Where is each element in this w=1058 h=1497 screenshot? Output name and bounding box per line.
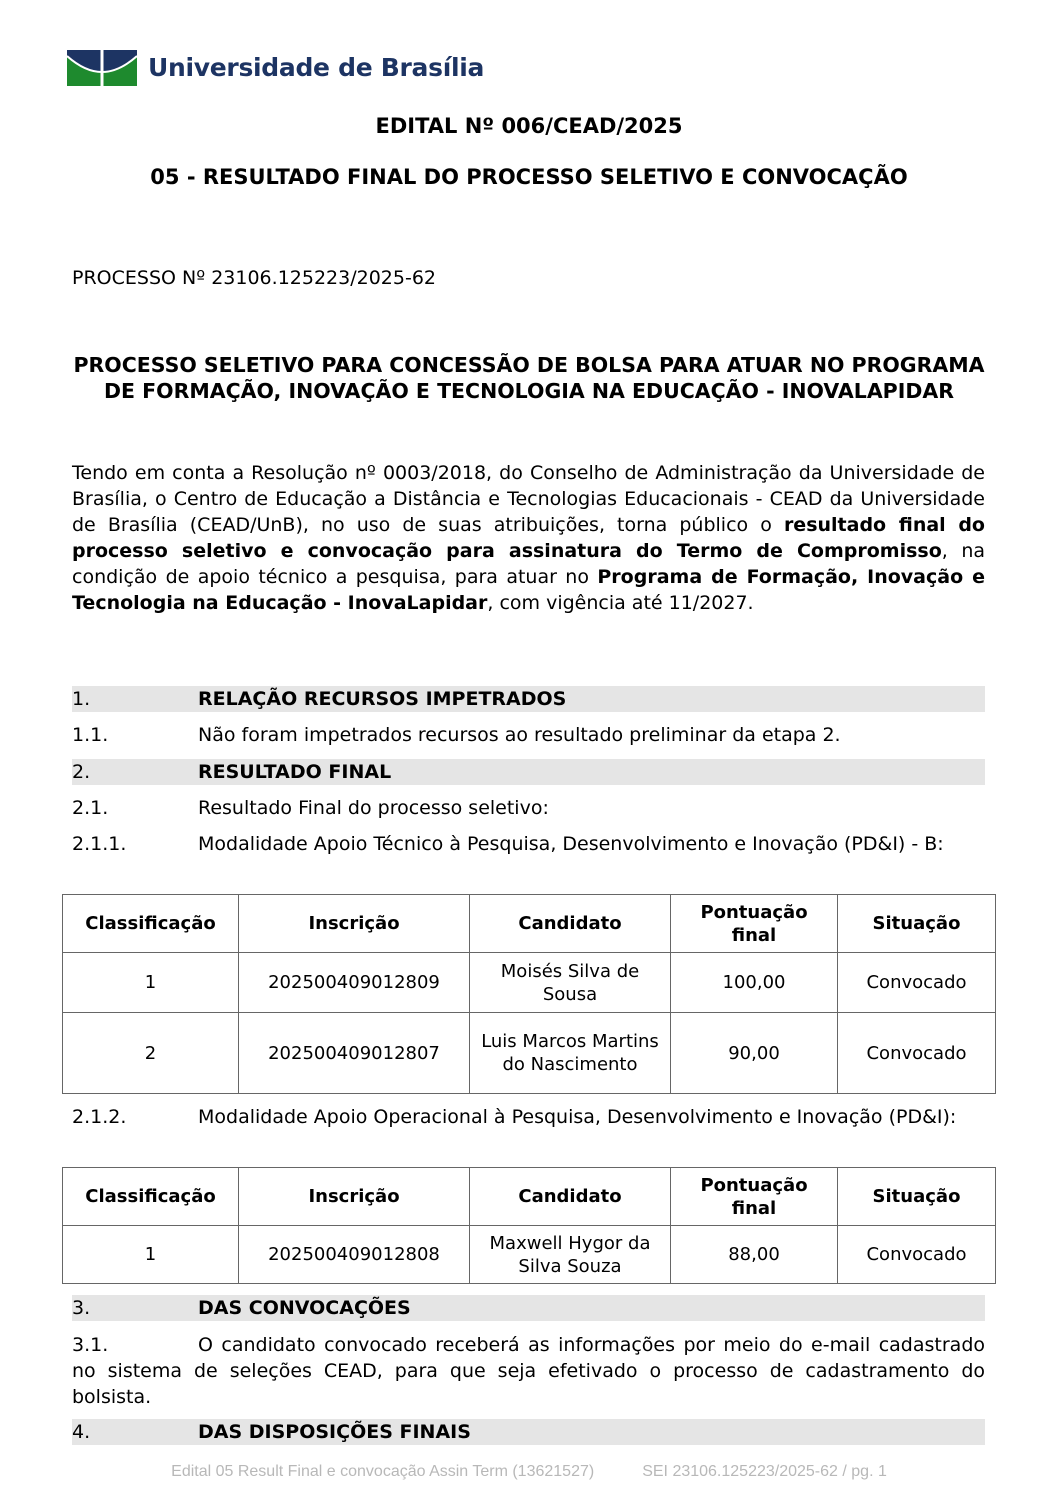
unb-logo-icon: [67, 50, 137, 86]
document-heading: PROCESSO SELETIVO PARA CONCESSÃO DE BOLSA PARA ATUAR NO PROGRAMA DE FORMAÇÃO, INOVAÇÃO E TECNOLOGIA NA EDUCAÇÃO - INOVALAPIDAR: [73, 353, 985, 403]
section-1-heading: [72, 686, 985, 712]
item-number: 2.1.: [72, 797, 109, 819]
section-number: 3.: [72, 1297, 91, 1319]
page-footer: [0, 1463, 1058, 1481]
cell-classificacao: 2: [63, 1013, 239, 1094]
cell-pontuacao: 90,00: [671, 1013, 838, 1094]
cell-inscricao: 202500409012809: [239, 953, 470, 1013]
cell-classificacao: 1: [63, 953, 239, 1013]
section-number: 4.: [72, 1421, 91, 1443]
col-header-inscricao: Inscrição: [239, 1168, 470, 1226]
col-header-candidato: Candidato: [470, 895, 671, 953]
section-2-heading: [72, 759, 985, 785]
col-header-candidato: Candidato: [470, 1168, 671, 1226]
item-number: 2.1.2.: [72, 1106, 127, 1128]
col-header-situacao: Situação: [838, 1168, 996, 1226]
intro-bold-result: resultado final do processo seletivo e convocação para assinatura do Termo de Compromisso: [72, 514, 985, 562]
col-header-classificacao: Classificação: [63, 895, 239, 953]
intro-text: , com vigência até 11/2027.: [487, 592, 754, 614]
item-number: 3.1.: [72, 1334, 109, 1356]
item-2-1-1: [72, 831, 985, 857]
section-3-heading: [72, 1295, 985, 1321]
col-header-classificacao: Classificação: [63, 1168, 239, 1226]
item-text: Não foram impetrados recursos ao resultado preliminar da etapa 2.: [198, 724, 841, 746]
section-title: DAS CONVOCAÇÕES: [198, 1297, 411, 1319]
table-header-row: [63, 1168, 996, 1226]
item-text: Modalidade Apoio Operacional à Pesquisa, Desenvolvimento e Inovação (PD&I):: [198, 1106, 957, 1128]
cell-candidato: Luis Marcos Martins do Nascimento: [470, 1013, 671, 1094]
edital-title: EDITAL Nº 006/CEAD/2025: [375, 114, 683, 138]
result-table-technical: [62, 894, 996, 1094]
item-number: 1.1.: [72, 724, 109, 746]
section-4-heading: [72, 1419, 985, 1445]
item-2-1-2: [72, 1104, 985, 1130]
cell-pontuacao: 100,00: [671, 953, 838, 1013]
processo-number: PROCESSO Nº 23106.125223/2025-62: [72, 267, 437, 289]
col-header-pontuacao: Pontuação final: [671, 895, 838, 953]
result-table-operational: [62, 1167, 996, 1284]
item-text: Modalidade Apoio Técnico à Pesquisa, Desenvolvimento e Inovação (PD&I) - B:: [198, 833, 944, 855]
section-title: DAS DISPOSIÇÕES FINAIS: [198, 1421, 471, 1443]
table-header-row: [63, 895, 996, 953]
item-text: O candidato convocado receberá as informações por meio do e-mail cadastrado no sistema de seleções CEAD, para que seja efetivado o processo de cadastramento do bolsista.: [72, 1334, 985, 1408]
section-title: RELAÇÃO RECURSOS IMPETRADOS: [198, 688, 567, 710]
intro-bold-program: Programa de Formação, Inovação e Tecnologia na Educação - InovaLapidar: [72, 566, 985, 614]
cell-pontuacao: 88,00: [671, 1226, 838, 1284]
cell-candidato: Maxwell Hygor da Silva Souza: [470, 1226, 671, 1284]
intro-text: , na condição de apoio técnico a pesquisa, para atuar no: [72, 540, 986, 588]
item-number: 2.1.1.: [72, 833, 127, 855]
university-name: Universidade de Brasília: [148, 53, 485, 82]
section-title: RESULTADO FINAL: [198, 761, 392, 783]
cell-situacao: Convocado: [838, 1013, 996, 1094]
edital-subtitle: 05 - RESULTADO FINAL DO PROCESSO SELETIVO E CONVOCAÇÃO: [150, 165, 908, 189]
intro-paragraph: [72, 460, 985, 616]
col-header-inscricao: Inscrição: [239, 895, 470, 953]
item-2-1: [72, 795, 985, 821]
cell-situacao: Convocado: [838, 953, 996, 1013]
section-number: 1.: [72, 688, 91, 710]
item-1-1: [72, 722, 985, 748]
col-header-pontuacao: Pontuação final: [671, 1168, 838, 1226]
cell-inscricao: 202500409012807: [239, 1013, 470, 1094]
cell-situacao: Convocado: [838, 1226, 996, 1284]
item-text: Resultado Final do processo seletivo:: [198, 797, 549, 819]
table-row: [63, 953, 996, 1013]
table-row: [63, 1226, 996, 1284]
item-3-1: [72, 1332, 985, 1410]
cell-inscricao: 202500409012808: [239, 1226, 470, 1284]
cell-classificacao: 1: [63, 1226, 239, 1284]
section-number: 2.: [72, 761, 91, 783]
table-row: [63, 1013, 996, 1094]
footer-document-name: Edital 05 Result Final e convocação Assin Term (13621527): [171, 1463, 595, 1480]
footer-page-reference: SEI 23106.125223/2025-62 / pg. 1: [642, 1463, 887, 1480]
col-header-situacao: Situação: [838, 895, 996, 953]
intro-text: Tendo em conta a Resolução nº 0003/2018, do Conselho de Administração da Universidade de Brasília, o Centro de Educação a Distância e Tecnologias Educacionais - CEAD da Universidade de Brasília (CEAD/UnB), no uso de suas atribuições, torna público o: [72, 462, 985, 536]
cell-candidato: Moisés Silva de Sousa: [470, 953, 671, 1013]
